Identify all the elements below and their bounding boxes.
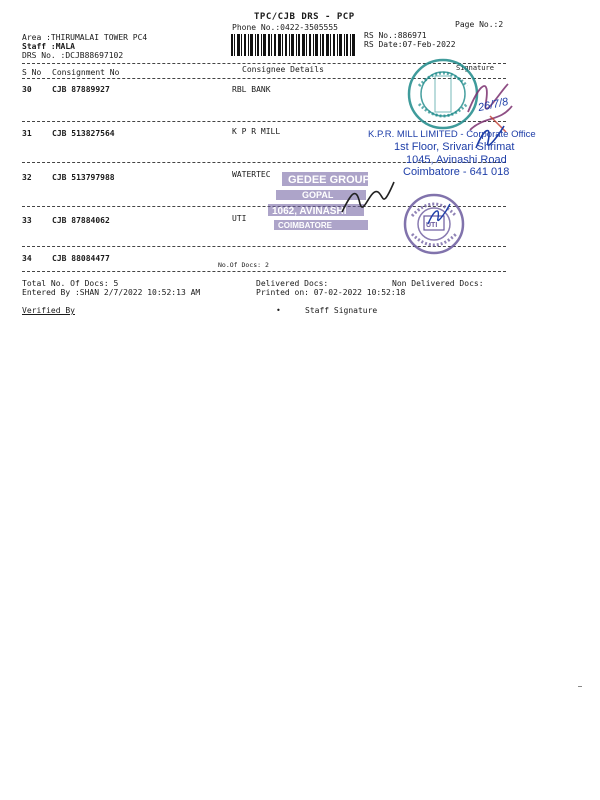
svg-text:UTI: UTI [426, 222, 438, 229]
drs-number: DRS No. :DCJB88697102 [22, 51, 124, 60]
entered-by: Entered By :SHAN 2/7/2022 10:52:13 AM [22, 288, 201, 297]
svg-text:COIMBATORE: COIMBATORE [278, 221, 332, 230]
rs-date: RS Date:07-Feb-2022 [364, 40, 456, 49]
row-consignee: UTI [232, 214, 247, 223]
gedee-signature-icon [338, 176, 398, 220]
delivered-docs: Delivered Docs: [256, 279, 329, 288]
verified-by: Verified By [22, 306, 75, 315]
svg-text:GOPAL: GOPAL [302, 190, 334, 200]
col-sno: S No [22, 68, 42, 77]
kpr-address-line1: K.P.R. MILL LIMITED - Corporate Office [368, 129, 536, 140]
kpr-address-line4: Coimbatore - 641 018 [403, 166, 510, 178]
handwritten-date: 26/7/8 [476, 95, 510, 115]
row-sno: 31 [22, 129, 32, 138]
kpr-address-line3: 1045, Avinashi Road [406, 154, 507, 166]
phone-number: Phone No.:0422-3505555 [232, 23, 338, 32]
docs-count-small: No.Of Docs: 2 [218, 261, 269, 269]
row-consignment: CJB 513797988 [52, 173, 115, 182]
kpr-signature-icon [470, 118, 510, 158]
staff-signature: Staff Signature [305, 306, 378, 315]
uti-signature-icon [424, 200, 454, 230]
barcode-icon [231, 34, 355, 56]
row-sno: 30 [22, 85, 32, 94]
rs-number: RS No.:886971 [364, 31, 427, 40]
svg-text:GEDEE GROUP: GEDEE GROUP [288, 174, 370, 186]
row-consignment: CJB 87884062 [52, 216, 110, 225]
row-consignee: K P R MILL [232, 127, 281, 136]
staff-field: Staff :MALA [22, 42, 75, 51]
row-consignment: CJB 87889927 [52, 85, 110, 94]
svg-text:1062, AVINASHI: 1062, AVINASHI [272, 206, 347, 217]
doc-title: TPC/CJB DRS - PCP [254, 12, 355, 22]
row-consignee: WATERTEC [232, 170, 271, 179]
non-delivered-docs: Non Delivered Docs: [392, 279, 484, 288]
row-consignee: RBL BANK [232, 85, 271, 94]
row-consignment: CJB 513827564 [52, 129, 115, 138]
col-consignment: Consignment No [52, 68, 120, 77]
row-sno: 33 [22, 216, 32, 225]
signature-label: Signature [456, 64, 494, 72]
col-consignee: Consignee Details [242, 65, 324, 74]
row-consignment: CJB 88084477 [52, 254, 110, 263]
kpr-address-line2: 1st Floor, Srivari Shrimat [394, 141, 515, 153]
bullet-dot: • [276, 306, 281, 315]
scan-mark [578, 686, 582, 687]
divider [22, 271, 506, 272]
row-sno: 34 [22, 254, 32, 263]
row-sno: 32 [22, 173, 32, 182]
total-docs: Total No. Of Docs: 5 [22, 279, 119, 288]
printed-on: Printed on: 07-02-2022 10:52:18 [256, 288, 406, 297]
page-number: Page No.:2 [455, 20, 504, 29]
area-field: Area :THIRUMALAI TOWER PC4 [22, 33, 148, 42]
